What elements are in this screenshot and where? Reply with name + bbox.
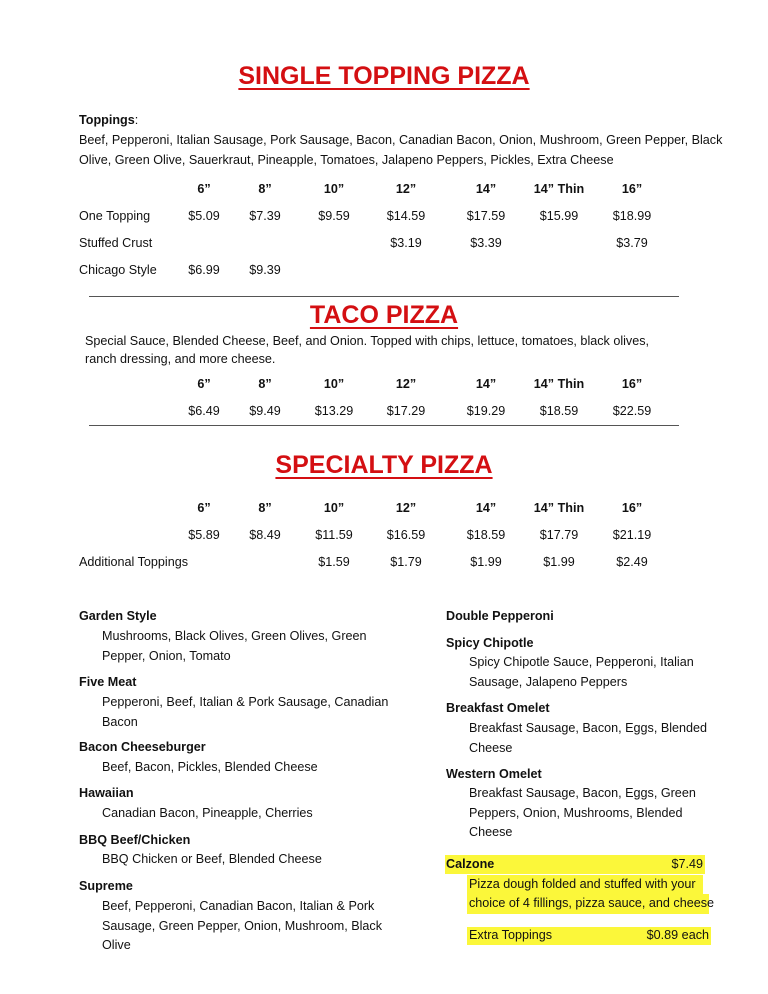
price-cell: $9.39 [249, 263, 281, 277]
description-line: Canadian Bacon, Pineapple, Cherries [102, 806, 313, 820]
description-line: Breakfast Sausage, Bacon, Eggs, Green [469, 786, 696, 800]
price-row-stuffed-crust [0, 236, 768, 254]
item-description [102, 897, 382, 956]
item-five-meat: Five Meat [79, 675, 137, 689]
calzone-description-line-1 [467, 875, 703, 894]
description-line: Peppers, Onion, Mushrooms, Blended [469, 805, 683, 820]
price-cell: $18.59 [466, 528, 506, 542]
single-topping-title: SINGLE TOPPING PIZZA [238, 62, 530, 90]
description-line: BBQ Chicken or Beef, Blended Cheese [102, 852, 322, 866]
row-label: One Topping [79, 209, 151, 223]
size-header: 10” [323, 501, 345, 515]
size-header: 10” [323, 182, 345, 196]
price-cell: $1.99 [470, 555, 502, 569]
toppings-list-line-2: Olive, Green Olive, Sauerkraut, Pineapple, Tomatoes, Jalapeno Peppers, Pickles, Extra Cheese [79, 153, 614, 167]
size-header: 6” [197, 182, 211, 196]
item-description [469, 653, 694, 692]
size-header: 14” Thin [533, 501, 585, 515]
toppings-label: Toppings: [79, 113, 139, 127]
price-cell: $3.19 [390, 236, 422, 250]
size-header: 14” [475, 501, 497, 515]
specialty-price-row [0, 528, 768, 546]
row-label: Stuffed Crust [79, 236, 153, 250]
price-row-chicago-style [0, 263, 768, 281]
price-cell: $21.19 [612, 528, 652, 542]
price-cell: $6.49 [188, 404, 220, 418]
item-description [102, 758, 318, 778]
section-divider [89, 425, 679, 426]
section-divider [89, 296, 679, 297]
size-header: 10” [323, 377, 345, 391]
extra-toppings-row [467, 927, 711, 945]
price-cell: $17.59 [466, 209, 506, 223]
taco-price-row [0, 404, 768, 422]
price-cell: $17.79 [539, 528, 579, 542]
price-cell: $16.59 [386, 528, 426, 542]
price-cell: $18.99 [612, 209, 652, 223]
item-western-omelet: Western Omelet [446, 767, 542, 781]
size-header: 14” Thin [533, 182, 585, 196]
size-header: 16” [621, 377, 643, 391]
description-line: Spicy Chipotle Sauce, Pepperoni, Italian [469, 655, 694, 669]
price-cell: $6.99 [188, 263, 220, 277]
description-line: choice of 4 fillings, pizza sauce, and cheese [469, 896, 715, 910]
item-bacon-cheeseburger: Bacon Cheeseburger [79, 740, 206, 754]
size-header: 14” [475, 377, 497, 391]
description-line: Pepper, Onion, Tomato [102, 648, 231, 663]
row-label: Additional Toppings [79, 555, 188, 569]
specialty-pizza-title: SPECIALTY PIZZA [275, 451, 493, 479]
item-description [469, 784, 696, 843]
calzone-row [445, 855, 705, 874]
price-cell: $1.99 [543, 555, 575, 569]
description-line: Mushrooms, Black Olives, Green Olives, Green [102, 629, 367, 643]
description-line: Sausage, Green Pepper, Onion, Mushroom, Black [102, 918, 383, 933]
price-cell: $15.99 [539, 209, 579, 223]
price-cell: $5.09 [188, 209, 220, 223]
description-line: Beef, Pepperoni, Canadian Bacon, Italian & Pork [102, 899, 375, 913]
item-supreme: Supreme [79, 879, 133, 893]
additional-toppings-row [0, 555, 768, 573]
price-cell: $1.79 [390, 555, 422, 569]
price-cell: $7.39 [249, 209, 281, 223]
price-cell: $2.49 [616, 555, 648, 569]
extra-toppings-label: Extra Toppings [469, 928, 553, 942]
item-double-pepperoni: Double Pepperoni [446, 609, 554, 623]
description-line: Beef, Bacon, Pickles, Blended Cheese [102, 760, 318, 774]
description-line: Cheese [469, 740, 513, 755]
item-hawaiian: Hawaiian [79, 786, 134, 800]
price-row-one-topping [0, 209, 768, 227]
description-line: Pizza dough folded and stuffed with your [469, 877, 696, 891]
calzone-description-line-2 [467, 894, 715, 914]
description-line: Sausage, Jalapeno Peppers [469, 674, 628, 689]
calzone-price: $7.49 [671, 857, 703, 871]
taco-pizza-title: TACO PIZZA [309, 301, 459, 329]
price-cell: $1.59 [318, 555, 350, 569]
size-header: 14” [475, 182, 497, 196]
price-cell: $22.59 [612, 404, 652, 418]
size-header: 12” [395, 377, 417, 391]
specialty-size-header-row [0, 501, 768, 519]
price-cell: $3.79 [616, 236, 648, 250]
size-header: 6” [197, 501, 211, 515]
item-description [102, 804, 313, 824]
price-cell: $17.29 [386, 404, 426, 418]
price-cell: $19.29 [466, 404, 506, 418]
item-bbq-beef-chicken: BBQ Beef/Chicken [79, 833, 191, 847]
price-cell: $3.39 [470, 236, 502, 250]
size-header: 12” [395, 182, 417, 196]
row-label: Chicago Style [79, 263, 157, 277]
description-line: Pepperoni, Beef, Italian & Pork Sausage, Canadian [102, 695, 389, 709]
item-description [469, 719, 707, 758]
price-cell: $11.59 [315, 528, 353, 542]
size-header: 16” [621, 501, 643, 515]
size-header: 8” [258, 182, 272, 196]
item-description [102, 627, 367, 666]
size-header: 8” [258, 501, 272, 515]
extra-toppings-price: $0.89 each [646, 928, 709, 942]
price-cell: $5.89 [188, 528, 220, 542]
toppings-list-line-1: Beef, Pepperoni, Italian Sausage, Pork Sausage, Bacon, Canadian Bacon, Onion, Mushroom, Green Pepper, Black [79, 133, 723, 147]
description-line: Breakfast Sausage, Bacon, Eggs, Blended [469, 721, 708, 735]
size-header: 16” [621, 182, 643, 196]
price-cell: $9.59 [318, 209, 350, 223]
price-cell: $9.49 [249, 404, 281, 418]
price-cell: $13.29 [314, 404, 354, 418]
taco-size-header-row [0, 377, 768, 395]
taco-description-line-2: ranch dressing, and more cheese. [85, 352, 276, 366]
description-line: Cheese [469, 825, 513, 839]
taco-description-line-1: Special Sauce, Blended Cheese, Beef, and Onion. Topped with chips, lettuce, tomatoes, black olives, [85, 334, 650, 348]
description-line: Bacon [102, 714, 138, 729]
size-header: 6” [197, 377, 211, 391]
item-description [102, 850, 322, 870]
item-description [102, 693, 388, 732]
size-header: 14” Thin [533, 377, 585, 391]
price-cell: $18.59 [539, 404, 579, 418]
price-cell: $14.59 [386, 209, 426, 223]
price-cell: $8.49 [249, 528, 281, 542]
single-size-header-row [0, 182, 768, 200]
description-line: Olive [102, 938, 131, 952]
size-header: 8” [258, 377, 272, 391]
calzone-name: Calzone [446, 857, 495, 871]
item-breakfast-omelet: Breakfast Omelet [446, 701, 550, 715]
size-header: 12” [395, 501, 417, 515]
item-garden-style: Garden Style [79, 609, 157, 623]
item-spicy-chipotle: Spicy Chipotle [446, 636, 534, 650]
